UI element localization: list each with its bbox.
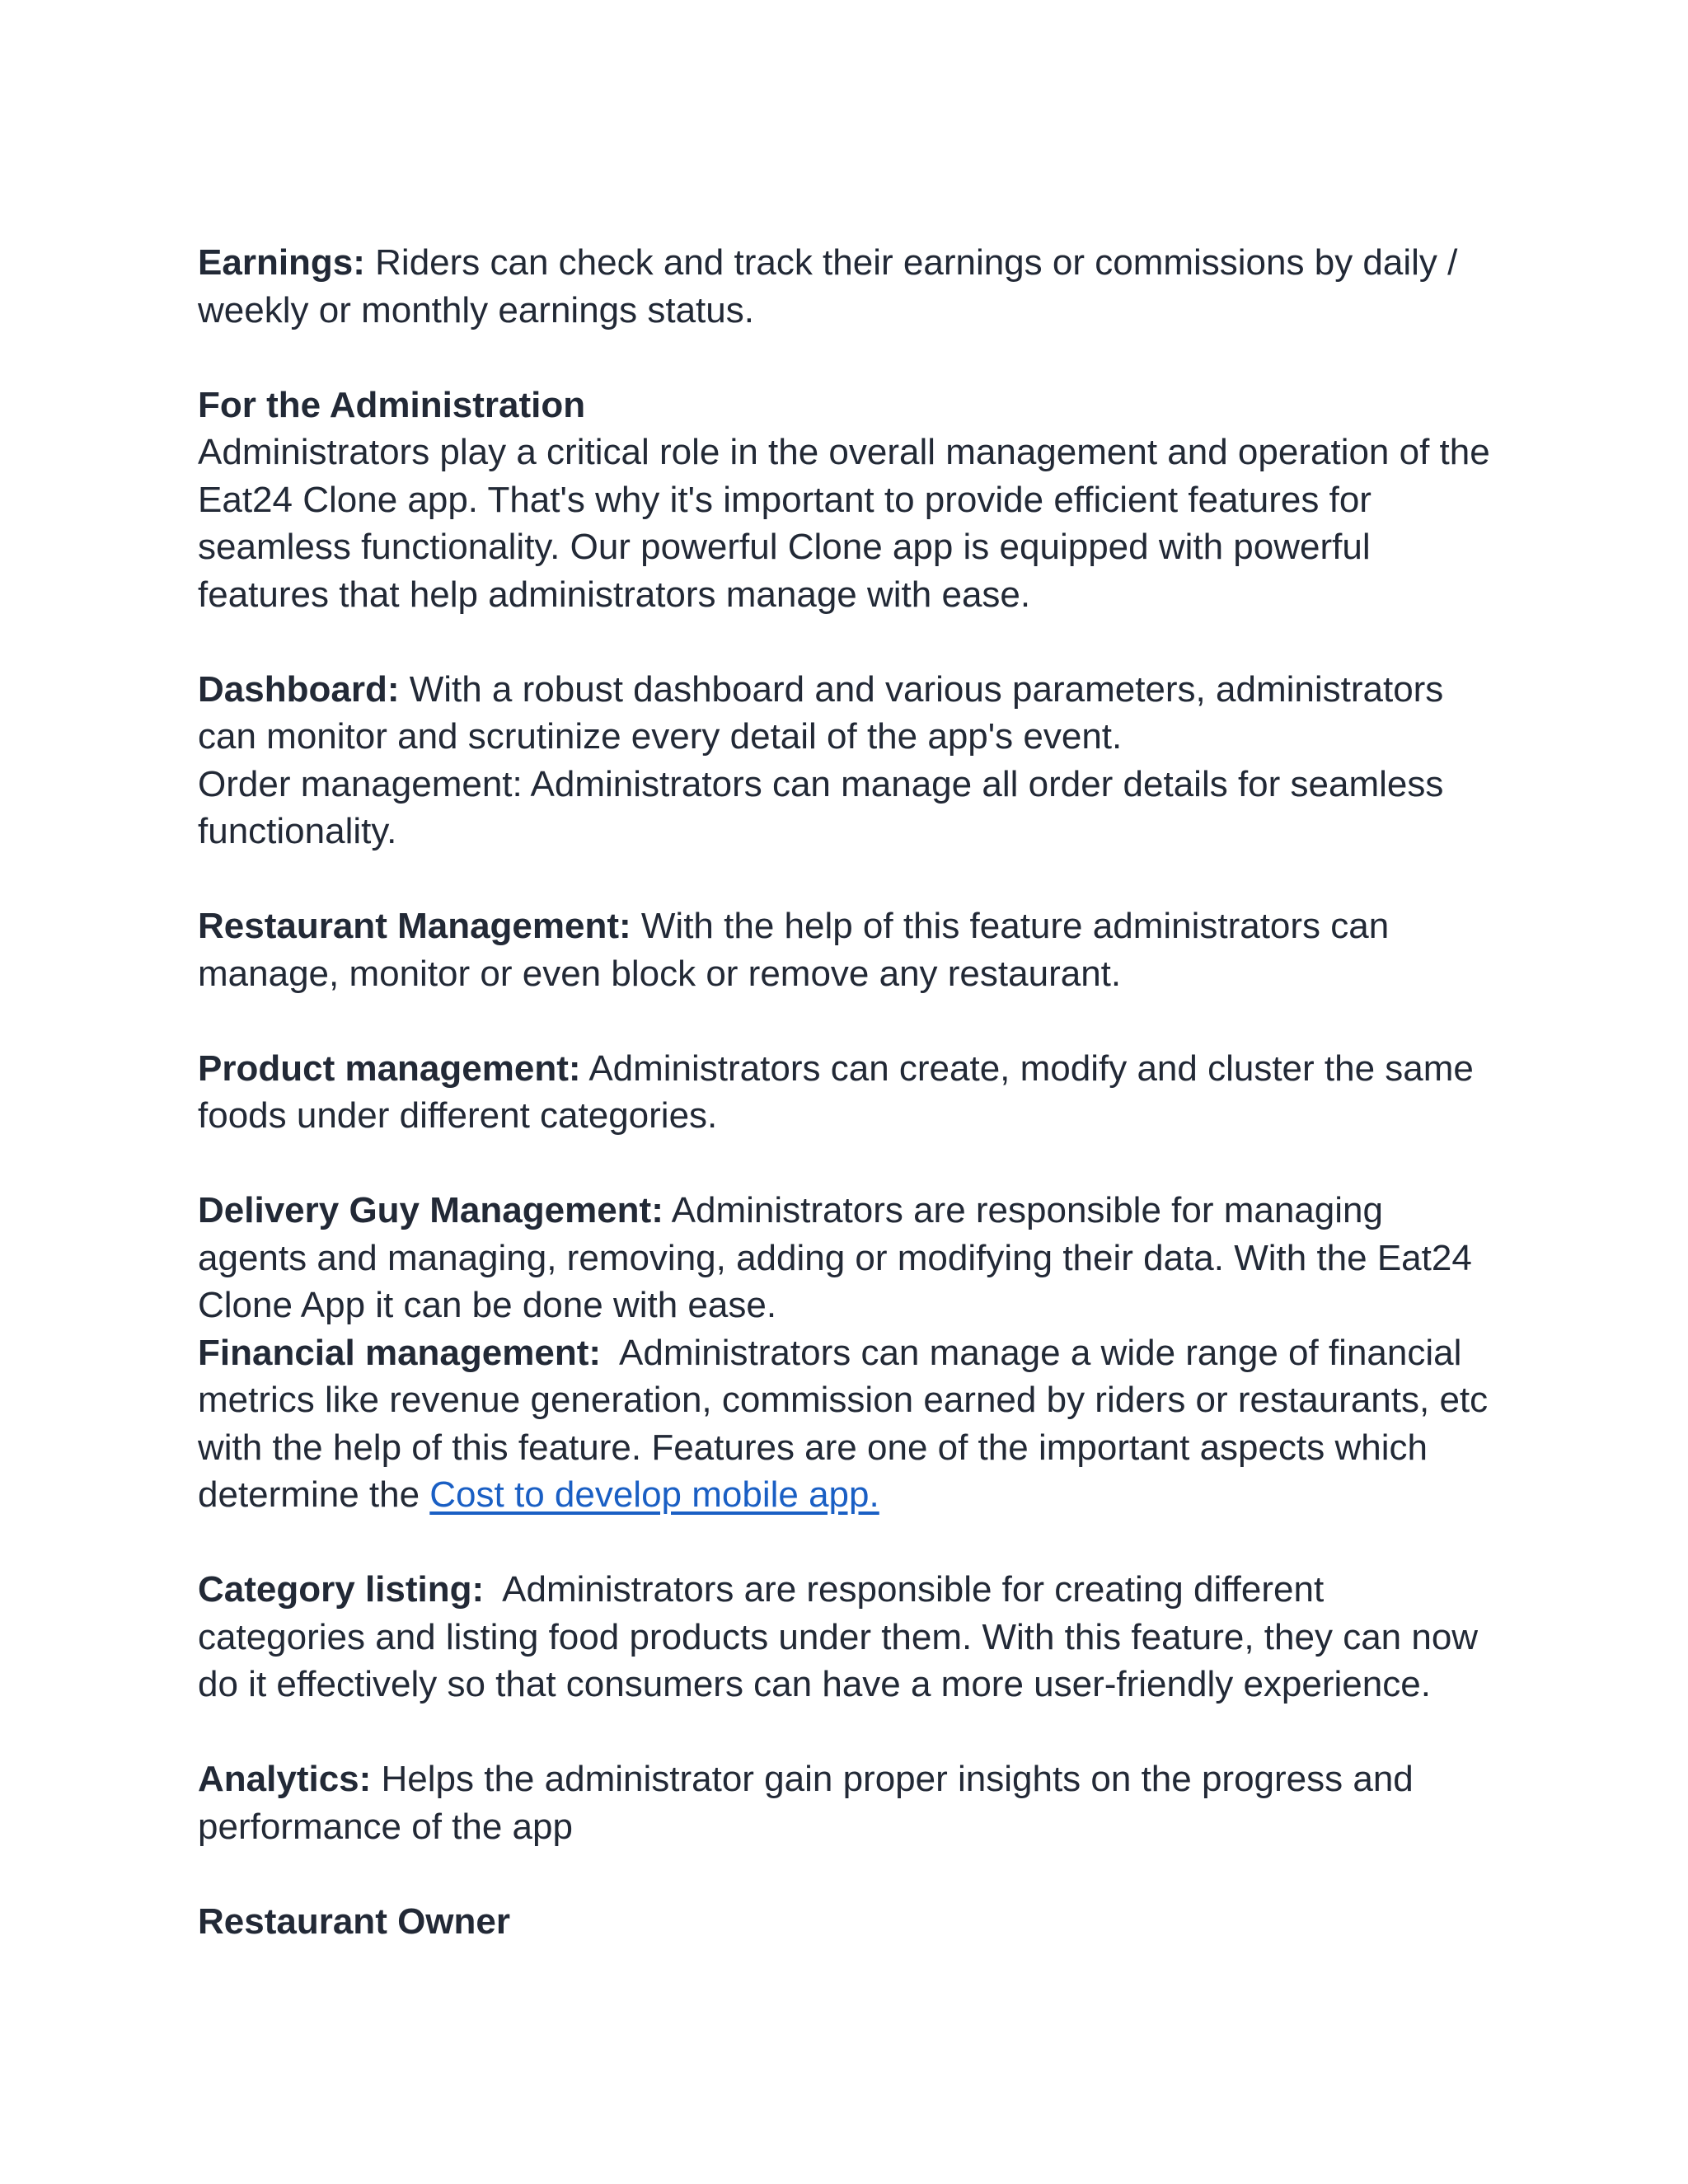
paragraph-spacer [198,855,1500,903]
document-body [198,239,1500,1945]
paragraph-spacer [198,618,1500,666]
product-management-paragraph [198,1045,1500,1140]
financial-management-label: Financial management: [198,1332,602,1373]
analytics-label: Analytics: [198,1759,372,1799]
paragraph-spacer [198,334,1500,382]
restaurant-management-label: Restaurant Management: [198,906,631,946]
restaurant-management-text: With the help of this feature administrators can manage, monitor or even block or remove any restaurant. [198,906,1390,994]
paragraph-spacer [198,1519,1500,1567]
earnings-text: Riders can check and track their earnings or commissions by daily / weekly or monthly earnings status. [198,242,1458,330]
financial-management-paragraph [198,1329,1500,1519]
paragraph-spacer [198,1850,1500,1898]
dashboard-label: Dashboard: [198,668,400,710]
delivery-guy-management-label: Delivery Guy Management: [198,1190,663,1230]
product-management-text: Administrators can create, modify and cluster the same foods under different categories. [198,1047,1474,1136]
delivery-guy-management-paragraph [198,1187,1500,1329]
category-listing-label: Category listing: [198,1569,485,1610]
category-listing-paragraph [198,1566,1500,1708]
restaurant-management-paragraph [198,902,1500,997]
analytics-paragraph [198,1755,1500,1850]
admin-section-heading: For the Administration [198,384,586,425]
delivery-guy-management-text: Administrators are responsible for managing agents and managing, removing, adding or modifying their data. With the Eat24 Clone App it can be done with ease. [198,1190,1472,1325]
paragraph-spacer [198,997,1500,1045]
analytics-text: Helps the administrator gain proper insights on the progress and performance of the app [198,1759,1414,1847]
earnings-paragraph [198,239,1500,334]
cost-to-develop-link[interactable]: Cost to develop mobile app. [429,1474,879,1515]
paragraph-spacer [198,1708,1500,1756]
product-management-label: Product management: [198,1047,581,1089]
admin-section-intro: Administrators play a critical role in the overall management and operation of the Eat24 Clone app. That's why it's important to provide efficient features for seamless functionality. Our powerful Clone app is equipped with powerful features that help administrators manage with ease. [198,432,1490,615]
paragraph-spacer [198,1140,1500,1188]
restaurant-owner-heading: Restaurant Owner [198,1900,510,1942]
financial-management-text: Administrators can manage a wide range of financial metrics like revenue generation, commission earned by riders or restaurants, etc with the help of this feature. Features are one of the important aspects which determine the [198,1332,1498,1515]
dashboard-paragraph [198,666,1500,761]
earnings-label: Earnings: [198,242,365,283]
dashboard-text: With a robust dashboard and various parameters, administrators can monitor and scrutinize every detail of the app's event. [198,668,1444,757]
category-listing-text: Administrators are responsible for creating different categories and listing food products under them. With this feature, they can now do it effectively so that consumers can have a more user-friendly experience. [198,1569,1489,1704]
order-management-paragraph: Order management: Administrators can manage all order details for seamless functionality. [198,763,1444,851]
